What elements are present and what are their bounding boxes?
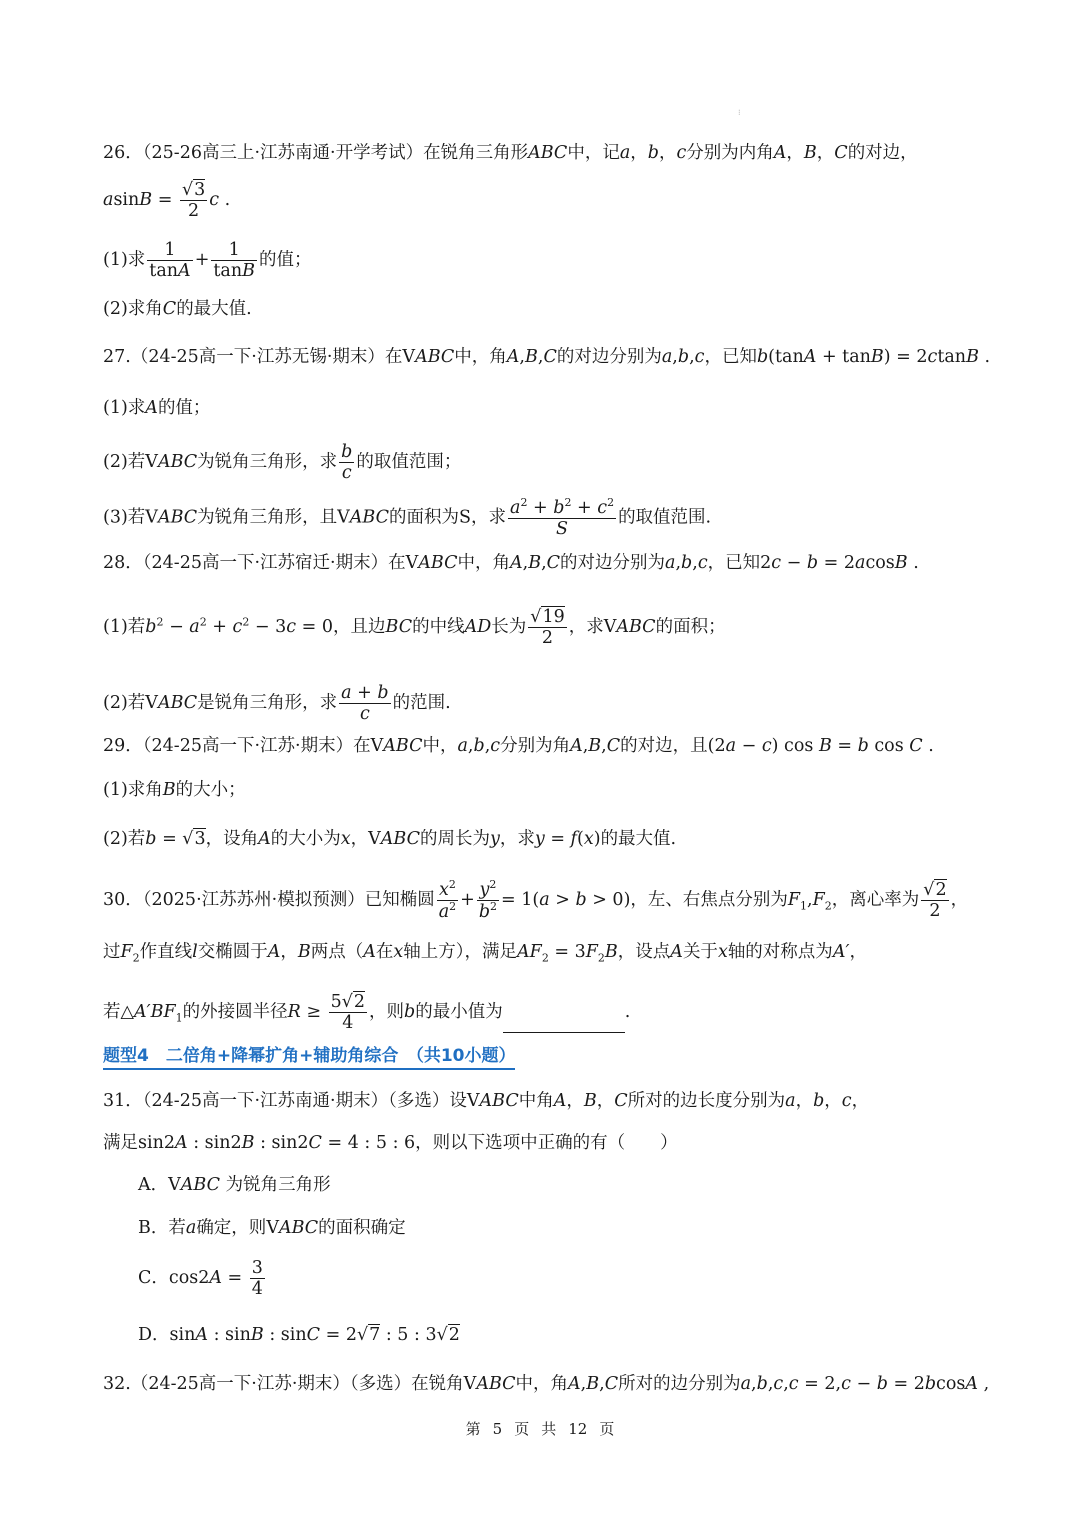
answer-blank[interactable] — [503, 1014, 625, 1033]
q31-option-b[interactable]: B．若a确定，则VABC的面积确定 — [138, 1218, 406, 1238]
q30-line3: 若$\triangle A'BF_1$的外接圆半径R ≥ $\frac{5√2}{4}$ ，则b的最小值为 . — [103, 992, 631, 1034]
q27-stem: 27.（24-25高一下·江苏无锡·期末）在VABC中，角A,B,C的对边分别为a,b,c，已知b(tanA + tanB) = 2ctanB . — [103, 347, 991, 367]
q32-stem: 32.（24-25高一下·江苏·期末）（多选）在锐角VABC中，角A,B,C所对的边分别为a,b,c,c = 2,c − b = 2bcosA , — [103, 1374, 990, 1394]
q29-stem: 29．（24-25高一下·江苏·期末）在VABC中，a,b,c分别为角A,B,C的对边，且(2a − c) cos B = b cos C . — [103, 736, 934, 756]
q31-option-d[interactable]: D．sinA : sinB : sinC = 2√7 : 5 : 3√2 — [138, 1325, 460, 1345]
q30-line2: 过$F_2$作直线l交椭圆于A，B两点（A在x轴上方），满足$AF_2 = 3F_2B$，设点A关于x轴的对称点为A′， — [103, 942, 867, 965]
q27-sub3: (3)若VABC为锐角三角形，且VABC的面积为S，求 $\frac{a^2 + b^2 + c^2}{S}$ 的取值范围. — [103, 496, 712, 539]
q28-stem: 28．（24-25高一下·江苏宿迁·期末）在VABC中，角A,B,C的对边分别为a,b,c，已知2c − b = 2acosB . — [103, 553, 919, 573]
q31-line2: 满足sin2A : sin2B : sin2C = 4 : 5 : 6，则以下选项中正确的有（ ） — [103, 1133, 678, 1153]
q31-option-c[interactable]: C．cos2A = $\frac{3}{4}$ — [138, 1258, 263, 1300]
q26-number: 26． — [103, 143, 143, 163]
q26-condition: asinB = $\frac{√3}{2}$ c . — [103, 180, 231, 222]
q31-stem: 31．（24-25高一下·江苏南通·期末）（多选）设VABC中角A，B，C所对的边长度分别为a，b，c， — [103, 1091, 870, 1111]
q28-sub1: (1)若$b^2 - a^2 + c^2 - 3c = 0$，且边BC的中线AD长为 $\frac{√19}{2}$ ，求VABC的面积； — [103, 607, 726, 649]
q26-sub2: (2)求角C的最大值. — [103, 299, 252, 319]
page-mark: ⁝ — [738, 108, 741, 117]
q26-stem: 26．（25-26高三上·江苏南通·开学考试）在锐角三角形ABC中，记a，b，c分别为内角A，B，C的对边， — [103, 143, 918, 163]
q27-sub2: (2)若VABC为锐角三角形，求 $\frac{b}{c}$ 的取值范围； — [103, 442, 462, 484]
q29-sub1: (1)求角B的大小； — [103, 780, 246, 800]
q26-sub1: (1)求 $\frac{1}{\tan A}$ + $\frac{1}{\tan B}$ 的值； — [103, 240, 312, 282]
page-footer: 第 5 页 共 12 页 — [465, 1420, 615, 1438]
q28-sub2: (2)若VABC是锐角三角形，求 $\frac{a + b}{c}$ 的范围. — [103, 683, 451, 725]
section-heading: 题型4 二倍角+降幂扩角+辅助角综合 （共10小题） — [103, 1044, 515, 1070]
page-total: 12 — [568, 1420, 588, 1438]
q31-option-a[interactable]: A．VABC 为锐角三角形 — [138, 1175, 331, 1195]
q26-source: （25-26高三上·江苏南通·开学考试） — [142, 143, 424, 163]
q27-sub1: (1)求A的值； — [103, 398, 211, 418]
q29-sub2: (2)若b = √3，设角A的大小为x，VABC的周长为y，求y = f(x)的最大值. — [103, 829, 677, 849]
page-number: 5 — [492, 1420, 503, 1438]
q30-stem: 30．（2025·江苏苏州·模拟预测）已知椭圆 $\frac{x^2}{a^2}$ + $\frac{y^2}{b^2}$ = 1(a > b > 0)，左、右焦点分别为$F_1,F_2$，离心率为 $\frac{√2}{2}$ ， — [103, 878, 969, 922]
